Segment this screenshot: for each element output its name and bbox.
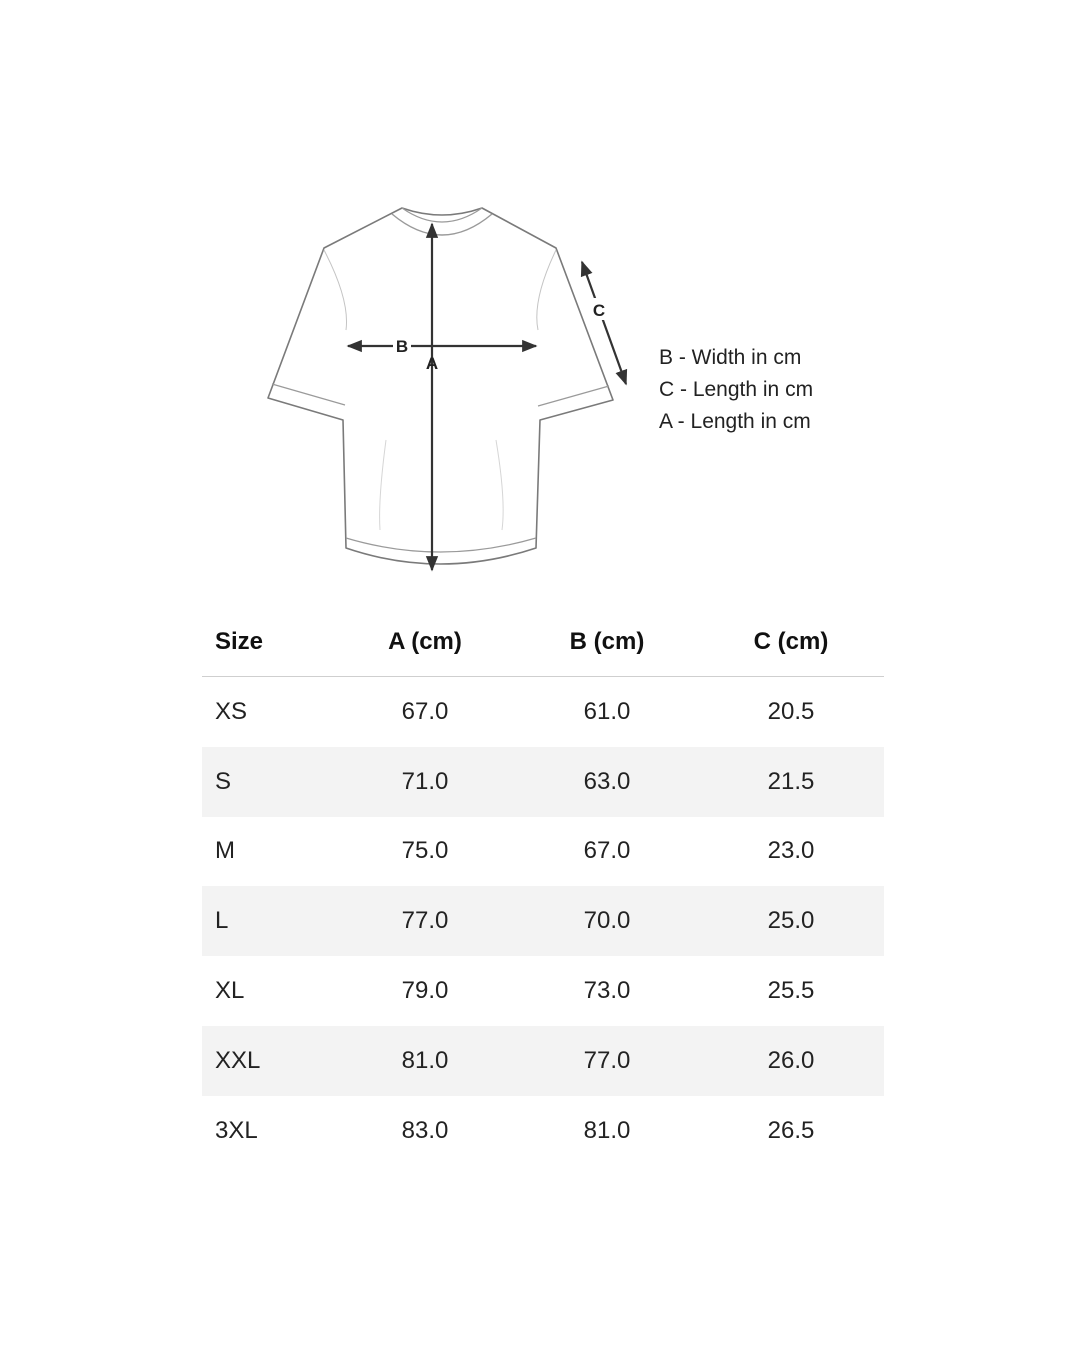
cell-b: 67.0 [583,837,631,865]
table-row [202,747,884,817]
table-row [202,956,884,1026]
table-row [202,817,884,887]
header-b: B (cm) [516,608,698,677]
cell-b: 61.0 [583,697,631,725]
size-chart-table [202,608,884,1166]
cell-size: XS [215,697,248,725]
cell-b: 73.0 [583,977,631,1005]
cell-c: 26.0 [698,1026,884,1096]
cell-a: 79.0 [401,977,449,1005]
cell-b: 63.0 [516,747,698,817]
cell-a: 77.0 [334,886,516,956]
cell-size: M [215,837,235,865]
cell-c: 23.0 [767,837,815,865]
label-c: C [592,301,606,320]
legend-item-a: A - Length in cm [659,410,811,433]
tshirt-measurement-diagram [0,0,1080,600]
header-c: C (cm) [698,608,884,677]
cell-a: 71.0 [334,747,516,817]
cell-a: 67.0 [401,697,449,725]
cell-c: 21.5 [698,747,884,817]
cell-b: 81.0 [583,1116,631,1144]
cell-size: 3XL [215,1116,258,1144]
legend-item-c: C - Length in cm [659,378,814,401]
header-a: A (cm) [334,608,516,677]
cell-b: 77.0 [516,1026,698,1096]
label-a: A [425,354,439,373]
cell-a: 83.0 [401,1116,449,1144]
measurement-legend [659,342,813,438]
tshirt-outline [268,208,613,564]
cell-a: 81.0 [334,1026,516,1096]
cell-size: XXL [202,1026,334,1096]
cell-c: 20.5 [767,697,815,725]
cell-c: 25.0 [698,886,884,956]
header-size: Size [202,608,334,677]
label-b: B [395,337,409,356]
tshirt-illustration [0,0,1080,600]
cell-size: L [202,886,334,956]
cell-a: 75.0 [401,837,449,865]
legend-item-b: B - Width in cm [659,346,802,369]
cell-c: 26.5 [767,1116,815,1144]
table-row [202,1096,884,1166]
table-body [202,677,884,1166]
table-row [202,886,884,956]
cell-size: S [202,747,334,817]
cell-size: XL [215,977,245,1005]
cell-b: 70.0 [516,886,698,956]
cell-c: 25.5 [767,977,815,1005]
table-header-row [202,608,884,677]
table-header [202,608,884,677]
table-row [202,1026,884,1096]
table-row [202,677,884,747]
